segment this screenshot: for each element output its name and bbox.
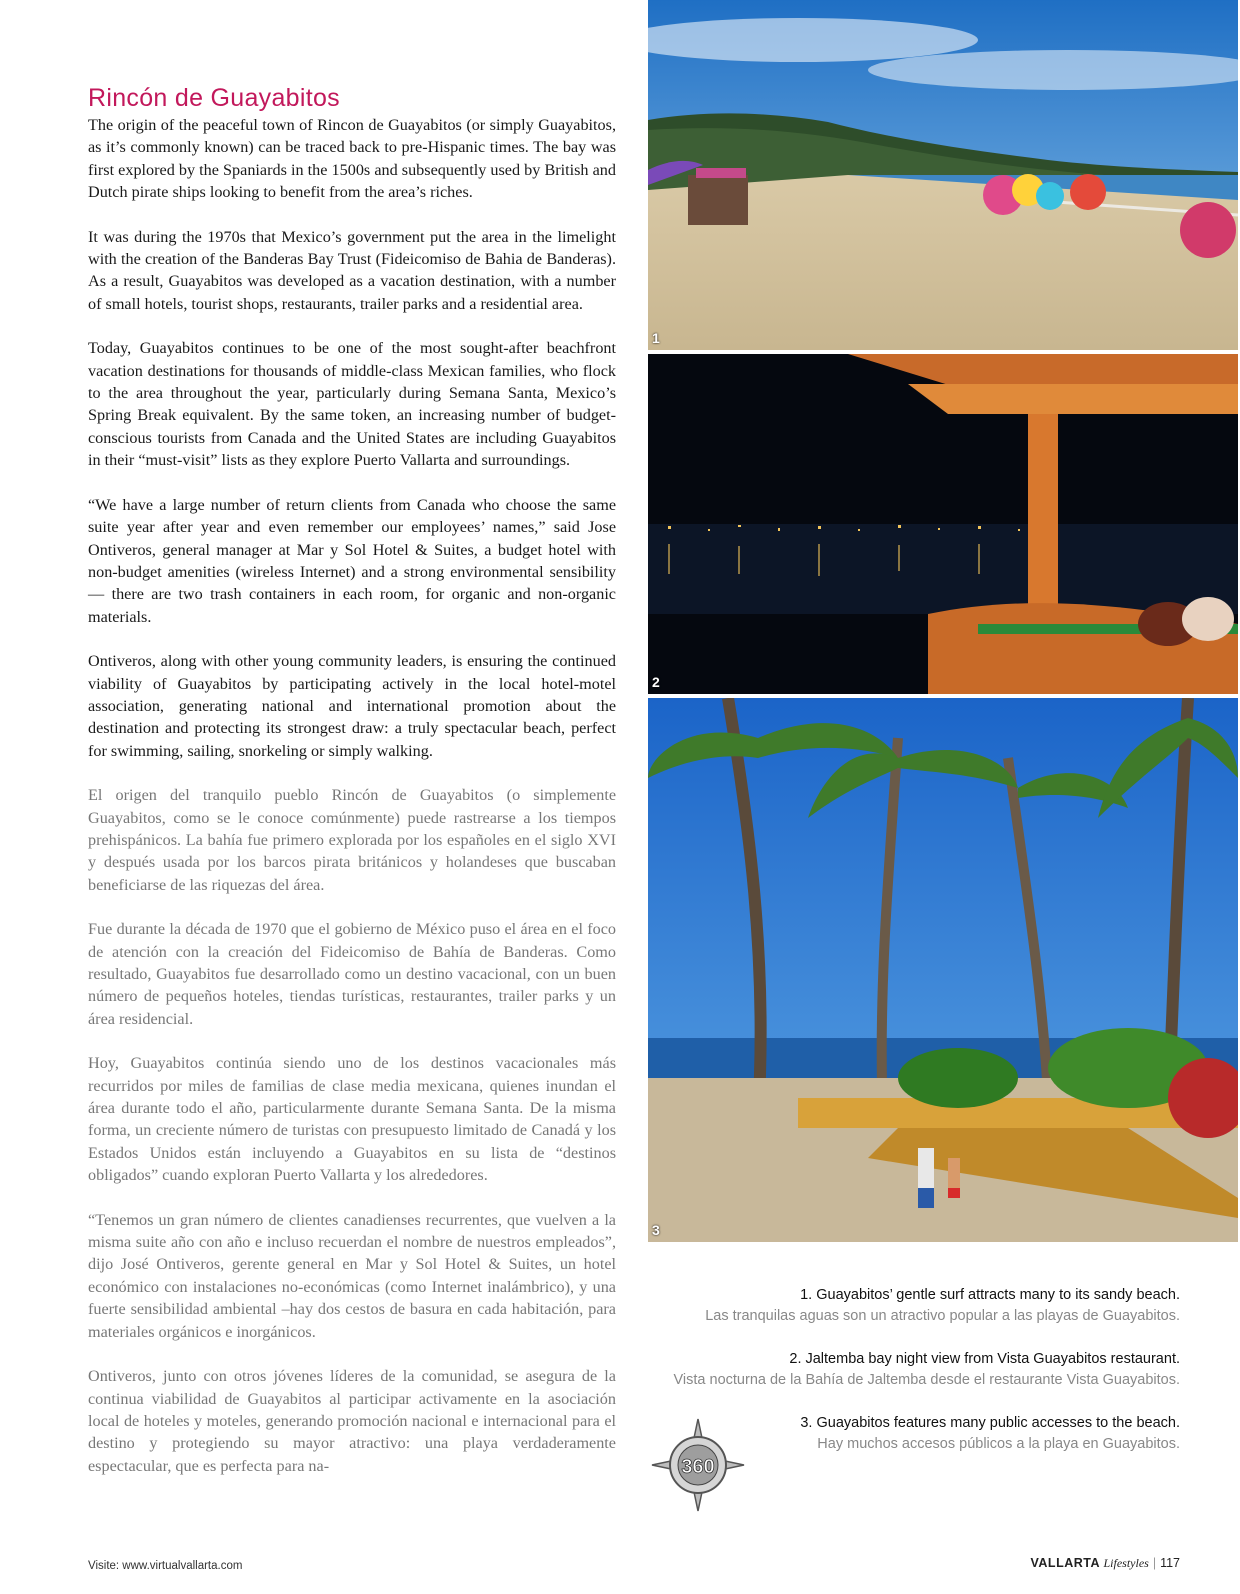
caption-2 — [640, 1349, 1180, 1391]
page-number: 117 — [1160, 1556, 1180, 1570]
photo-beach — [648, 0, 1238, 350]
photo-number: 3 — [652, 1222, 660, 1238]
photo-night-bay — [648, 354, 1238, 694]
spanish-paragraph: El origen del tranquilo pueblo Rincón de Guayabitos (o simplemente Guayabitos, como se le conoce comúnmente) puede rastrearse a los tiempos prehispánicos. La bahía fue primero explorada por los españoles en el siglo XVI y después usada por los barcos pirata británicos y holandeses que buscaban beneficiarse de las riquezas del área. — [88, 786, 616, 894]
article-body — [88, 114, 616, 1499]
brand-name: VALLARTA — [1030, 1556, 1100, 1570]
english-paragraph: It was during the 1970s that Mexico’s government put the area in the limelight with the creation of the Banderas Bay Trust (Fideicomiso de Bahia de Banderas). As a result, Guayabitos was developed as a vacation destination, with a number of small hotels, tourist shops, restaurants, trailer parks and a residential area. — [88, 227, 616, 313]
english-paragraph: Today, Guayabitos continues to be one of the most sought-after beachfront vacation destinations for thousands of middle-class Mexican families, who flock to the area throughout the year, particularly during Semana Santa, Mexico’s Spring Break equivalent. By the same token, an increasing number of budget-conscious tourists from Canada and the United States are including Guayabitos in their “must-visit” lists as they explore Puerto Vallarta and surroundings. — [88, 339, 616, 470]
english-paragraph: “We have a large number of return clients from Canada who choose the same suite year after year and even remember our employees’ names,” said Jose Ontiveros, general manager at Mar y Sol Hotel & Suites, a budget hotel with non-budget amenities (wireless Internet) and a strong environmental sensibility — there are two trash containers in each room, for organic and non-organic materials. — [88, 495, 616, 626]
footer-brand: VALLARTA Lifestyles | 117 — [1030, 1556, 1180, 1570]
brand-subtitle: Lifestyles — [1103, 1556, 1149, 1570]
caption-1 — [640, 1285, 1180, 1327]
spanish-paragraph: Hoy, Guayabitos continúa siendo uno de los destinos vacacionales más recurridos por miles de familias de clase media mexicana, quienes inundan el área durante todo el año, particularmente durante Semana Santa. De la misma forma, un creciente número de turistas con presupuesto limitado de Canadá y los Estados Unidos están incluyendo a Guayabitos en su lista de “destinos obligados” cuando exploran Puerto Vallarta y los alrededores. — [88, 1054, 616, 1185]
palm-walkway-illustration — [648, 698, 1238, 1242]
caption-english: 2. Jaltemba bay night view from Vista Guayabitos restaurant. — [789, 1351, 1180, 1367]
night-bay-illustration — [648, 354, 1238, 694]
english-paragraph: The origin of the peaceful town of Rincon de Guayabitos (or simply Guayabitos, as it’s commonly known) can be traced back to pre-Hispanic times. The bay was first explored by the Spaniards in the 1500s and subsequently used by British and Dutch pirate ships looking to benefit from the area’s riches. — [88, 116, 616, 202]
spanish-paragraph: Fue durante la década de 1970 que el gobierno de México puso el área en el foco de atención con la creación del Fideicomiso de Bahía de Banderas. Como resultado, Guayabitos fue desarrollado como un destino vacacional, con un buen número de pequeños hoteles, tiendas turísticas, restaurantes, trailer parks y un área residencial. — [88, 920, 616, 1028]
footer-website: Visite: www.virtualvallarta.com — [88, 1560, 243, 1572]
caption-english: 1. Guayabitos’ gentle surf attracts many to its sandy beach. — [800, 1287, 1180, 1303]
badge-label: 360 — [681, 1456, 715, 1478]
caption-spanish: Las tranquilas aguas son un atractivo popular a las playas de Guayabitos. — [705, 1308, 1180, 1324]
photo-number: 1 — [652, 330, 660, 346]
article-title: Rincón de Guayabitos — [88, 84, 340, 112]
caption-spanish: Hay muchos accesos públicos a la playa en Guayabitos. — [817, 1436, 1180, 1452]
caption-english: 3. Guayabitos features many public accesses to the beach. — [800, 1415, 1180, 1431]
spanish-paragraph: “Tenemos un gran número de clientes canadienses recurrentes, que vuelven a la misma suite año con año e incluso recuerdan el nombre de nuestros empleados”, dijo José Ontiveros, gerente general en Mar y Sol Hotel & Suites, un hotel económico con instalaciones no-económicas (como Internet inalámbrico), y una fuerte sensibilidad ambiental –hay dos cestos de basura en cada habitación, para materiales orgánicos e inorgánicos. — [88, 1210, 616, 1341]
spanish-paragraph: Ontiveros, junto con otros jóvenes líderes de la comunidad, se asegura de la continua viabilidad de Guayabitos al participar activamente en la asociación local de hoteles y moteles, generando promoción nacional e internacional para el destino y protegiendo su mayor atractivo: una playa verdaderamente espectacular, que es perfecta para na- — [88, 1367, 616, 1475]
compass-star-badge-icon — [650, 1417, 746, 1518]
photo-palm-walkway — [648, 698, 1238, 1242]
beach-illustration — [648, 0, 1238, 350]
photo-number: 2 — [652, 674, 660, 690]
caption-spanish: Vista nocturna de la Bahía de Jaltemba desde el restaurante Vista Guayabitos. — [673, 1372, 1180, 1388]
english-paragraph: Ontiveros, along with other young community leaders, is ensuring the continued viability of Guayabitos by participating actively in the local hotel-motel association, generating national and international promotion about the destination and protecting its strongest draw: a truly spectacular beach, perfect for swimming, sailing, snorkeling or simply walking. — [88, 652, 616, 760]
